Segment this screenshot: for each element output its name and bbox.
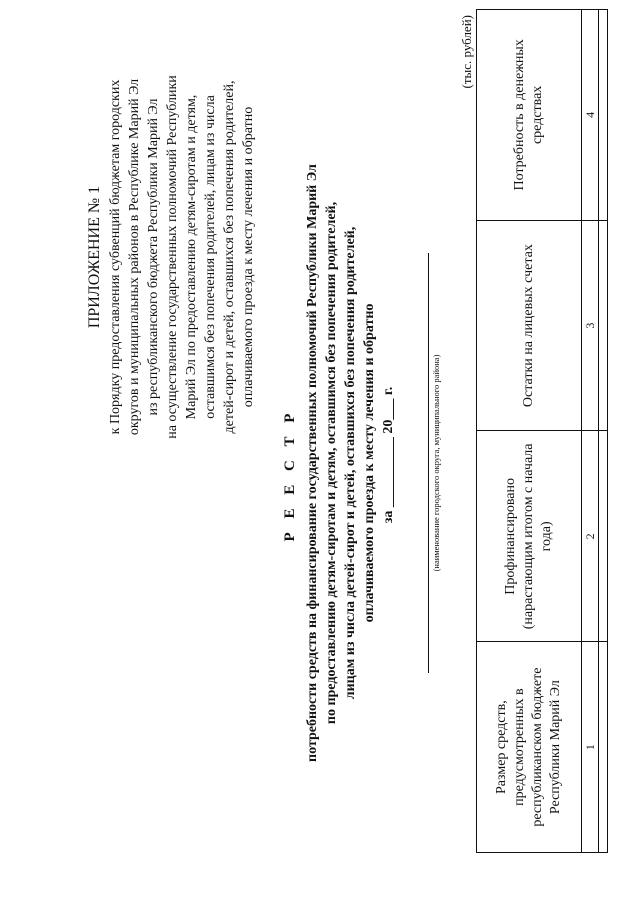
table-cell [599, 431, 608, 642]
district-caption: (наименование городского округа, муниципального района) [431, 354, 441, 572]
column-number: 4 [582, 10, 599, 221]
appendix-line: Марий Эл по предоставлению детям-сиротам и детям, [184, 94, 199, 420]
appendix-title: ПРИЛОЖЕНИЕ № 1 [86, 185, 103, 329]
appendix-line: оплачиваемого проезда к месту лечения и обратно [241, 106, 256, 408]
register-title: Р Е Е С Т Р [282, 408, 298, 542]
column-number: 2 [582, 431, 599, 642]
appendix-line: детей-сирот и детей, оставшихся без попечения родителей, [222, 80, 237, 434]
header-financed: Профинансировано (нарастающим итогом с начала года) [477, 431, 582, 642]
table-header-row [477, 10, 582, 853]
header-budget-amount: Размер средств, предусмотренных в республиканском бюджете Республики Марий Эл [477, 642, 582, 853]
register-table [476, 9, 608, 853]
appendix-line: оставшимся без попечения родителей, лицам из числа [203, 95, 218, 419]
units-label: (тыс. рублей) [459, 15, 474, 89]
register-period: за __________ 20___ г. [381, 386, 396, 524]
appendix-line: к Порядку предоставления субвенций бюджетам городских [108, 79, 123, 435]
appendix-line: на осуществление государственных полномочий Республики [165, 75, 180, 439]
table-number-row [582, 10, 599, 853]
table-cell [599, 10, 608, 221]
table-cell [599, 220, 608, 431]
register-description-line: лицам из числа детей-сирот и детей, оставшихся без попечения родителей, [343, 226, 358, 700]
table-cell [599, 642, 608, 853]
header-account-balance: Остатки на лицевых счетах [477, 220, 582, 431]
register-description [303, 83, 379, 843]
column-number: 3 [582, 220, 599, 431]
appendix-header [84, 27, 258, 487]
register-description-line: потребности средств на финансирование государственных полномочий Республики Марий Эл [305, 164, 320, 762]
header-funding-need: Потребность в денежных средствах [477, 10, 582, 221]
register-description-line: оплачиваемого проезда к месту лечения и обратно [362, 303, 377, 623]
district-name-line [428, 253, 429, 673]
appendix-line: округов и муниципальных районов в Республике Марий Эл [127, 78, 142, 436]
table-row [599, 10, 608, 853]
register-description-line: по предоставлению детям-сиротам и детям, оставшимся без попечения родителей, [324, 201, 339, 725]
appendix-line: из республиканского бюджета Республики Марий Эл [146, 98, 161, 416]
column-number: 1 [582, 642, 599, 853]
